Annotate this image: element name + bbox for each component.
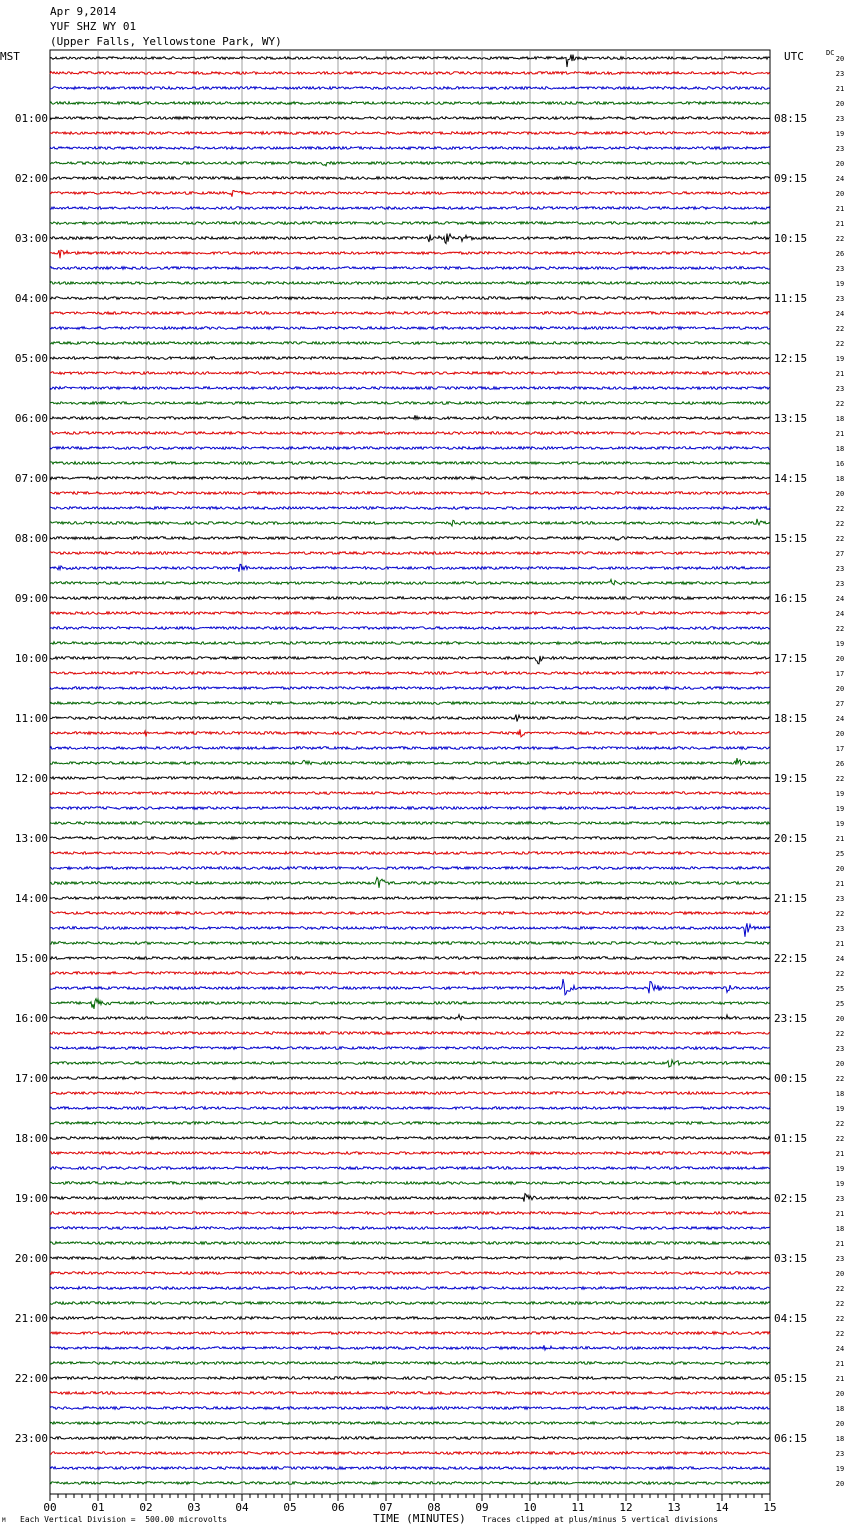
x-tick-label: 14 [715, 1501, 729, 1514]
dc-offset-value: 22 [835, 505, 845, 513]
utc-hour-label: 01:15 [774, 1132, 808, 1145]
trace-line [50, 702, 770, 705]
mst-hour-label: 18:00 [14, 1132, 48, 1145]
dc-offset-value: 22 [835, 1075, 845, 1083]
dc-offset-value: 18 [835, 445, 845, 453]
trace-line [50, 357, 770, 360]
trace-line [50, 792, 770, 795]
dc-offset-value: 20 [835, 100, 845, 108]
dc-offset-value: 20 [835, 1420, 845, 1428]
trace-line [50, 402, 770, 405]
x-tick-label: 02 [139, 1501, 153, 1514]
trace-line [50, 507, 770, 510]
utc-hour-label: 15:15 [774, 532, 808, 545]
dc-offset-value: 22 [835, 235, 845, 243]
trace-line [50, 1407, 770, 1410]
dc-offset-value: 21 [835, 1210, 845, 1218]
trace-line [50, 1362, 770, 1365]
trace-line [50, 342, 770, 345]
mst-hour-label: 08:00 [14, 532, 48, 545]
local-timezone-label: MST [0, 50, 20, 63]
trace-line [50, 432, 770, 435]
trace-line [50, 387, 770, 390]
dc-offset-value: 23 [835, 265, 845, 273]
dc-offset-value: 22 [835, 775, 845, 783]
trace-line [50, 1422, 770, 1425]
mst-hour-label: 16:00 [14, 1012, 48, 1025]
dc-offset-value: 19 [835, 355, 845, 363]
dc-offset-value: 21 [835, 940, 845, 948]
dc-offset-value: 21 [835, 1360, 845, 1368]
dc-offset-value: 23 [835, 115, 845, 123]
station-code: YUF SHZ WY 01 [50, 20, 137, 33]
trace-line [50, 1122, 770, 1125]
vertical-division-note: Each Vertical Division = 500.00 microvolts [20, 1515, 228, 1524]
dc-offset-value: 22 [835, 400, 845, 408]
utc-hour-label: 03:15 [774, 1252, 808, 1265]
trace-line [50, 597, 770, 600]
trace-line [50, 729, 770, 737]
mst-hour-label: 20:00 [14, 1252, 48, 1265]
dc-offset-value: 21 [835, 1150, 845, 1158]
x-tick-label: 06 [331, 1501, 345, 1514]
trace-line [50, 207, 770, 210]
dc-offset-value: 23 [835, 295, 845, 303]
dc-offset-value: 21 [835, 220, 845, 228]
trace-line [50, 1317, 770, 1320]
trace-line [50, 972, 770, 975]
mst-hour-label: 12:00 [14, 772, 48, 785]
dc-offset-value: 22 [835, 1120, 845, 1128]
trace-line [50, 282, 770, 285]
dc-offset-value: 19 [835, 130, 845, 138]
dc-offset-value: 24 [835, 310, 845, 318]
mst-hour-label: 10:00 [14, 652, 48, 665]
dc-offset-value: 23 [835, 895, 845, 903]
trace-line [50, 656, 770, 664]
dc-offset-value: 21 [835, 1375, 845, 1383]
trace-line [50, 777, 770, 780]
dc-offset-value: 27 [835, 550, 845, 558]
x-tick-label: 10 [523, 1501, 537, 1514]
dc-offset-value: 20 [835, 490, 845, 498]
mst-hour-label: 02:00 [14, 172, 48, 185]
dc-offset-value: 19 [835, 805, 845, 813]
trace-line [50, 837, 770, 840]
dc-offset-value: 24 [835, 955, 845, 963]
trace-line [50, 852, 770, 855]
utc-hour-label: 18:15 [774, 712, 808, 725]
trace-line [50, 117, 770, 120]
x-tick-label: 09 [475, 1501, 489, 1514]
dc-offset-value: 19 [835, 280, 845, 288]
x-tick-label: 11 [571, 1501, 585, 1514]
dc-offset-value: 23 [835, 385, 845, 393]
trace-line [50, 462, 770, 465]
x-tick-label: 15 [763, 1501, 777, 1514]
trace-line [50, 1137, 770, 1140]
dc-offset-value: 23 [835, 1255, 845, 1263]
trace-line [50, 87, 770, 90]
trace-line [50, 1047, 770, 1050]
dc-offset-value: 24 [835, 1345, 845, 1353]
x-tick-label: 03 [187, 1501, 201, 1514]
dc-offset-value: 25 [835, 1000, 845, 1008]
dc-offset-value: 19 [835, 640, 845, 648]
utc-hour-label: 23:15 [774, 1012, 808, 1025]
dc-offset-value: 19 [835, 1465, 845, 1473]
utc-hour-label: 12:15 [774, 352, 808, 365]
dc-offset-value: 23 [835, 925, 845, 933]
utc-hour-label: 08:15 [774, 112, 808, 125]
mst-hour-label: 13:00 [14, 832, 48, 845]
trace-line [50, 447, 770, 450]
mst-hour-label: 05:00 [14, 352, 48, 365]
trace-line [50, 747, 770, 750]
dc-offset-value: 18 [835, 1405, 845, 1413]
trace-line [50, 687, 770, 690]
utc-hour-label: 10:15 [774, 232, 808, 245]
trace-line [50, 222, 770, 225]
mst-hour-label: 23:00 [14, 1432, 48, 1445]
mst-hour-label: 15:00 [14, 952, 48, 965]
mst-hour-label: 03:00 [14, 232, 48, 245]
dc-offset-value: 21 [835, 880, 845, 888]
trace-line [50, 715, 770, 722]
trace-line [50, 72, 770, 75]
utc-hour-label: 09:15 [774, 172, 808, 185]
trace-line [50, 312, 770, 315]
trace-line [50, 55, 770, 67]
trace-line [50, 1302, 770, 1305]
trace-line [50, 1482, 770, 1485]
dc-offset-value: 27 [835, 700, 845, 708]
dc-offset-value: 26 [835, 760, 845, 768]
trace-line [50, 162, 770, 166]
mst-hour-label: 04:00 [14, 292, 48, 305]
trace-line [50, 415, 770, 419]
dc-offset-value: 23 [835, 145, 845, 153]
trace-line [50, 132, 770, 135]
dc-offset-value: 20 [835, 1480, 845, 1488]
dc-offset-value: 21 [835, 370, 845, 378]
mst-hour-label: 11:00 [14, 712, 48, 725]
trace-line [50, 627, 770, 630]
trace-line [50, 492, 770, 495]
dc-offset-value: 22 [835, 520, 845, 528]
trace-line [50, 942, 770, 945]
utc-hour-label: 05:15 [774, 1372, 808, 1385]
utc-timezone-label: UTC [784, 50, 804, 63]
trace-line [50, 250, 770, 258]
dc-offset-value: 21 [835, 85, 845, 93]
utc-hour-label: 20:15 [774, 832, 808, 845]
trace-line [50, 372, 770, 375]
trace-line [50, 1092, 770, 1095]
mst-hour-label: 21:00 [14, 1312, 48, 1325]
trace-line [50, 912, 770, 915]
trace-line [50, 1392, 770, 1395]
mst-hour-label: 14:00 [14, 892, 48, 905]
corner-mark: M [2, 1517, 6, 1524]
x-tick-label: 00 [43, 1501, 57, 1514]
trace-line [50, 234, 770, 244]
dc-offset-value: 22 [835, 625, 845, 633]
dc-offset-value: 21 [835, 835, 845, 843]
mst-hour-label: 07:00 [14, 472, 48, 485]
trace-line [50, 297, 770, 300]
trace-line [50, 999, 770, 1009]
dc-offset-value: 24 [835, 175, 845, 183]
dc-offset-value: 24 [835, 610, 845, 618]
trace-line [50, 1272, 770, 1275]
trace-line [50, 957, 770, 960]
trace-line [50, 102, 770, 105]
trace-line [50, 147, 770, 150]
trace-line [50, 580, 770, 585]
mst-hour-label: 17:00 [14, 1072, 48, 1085]
trace-line [50, 537, 770, 541]
dc-offset-value: 24 [835, 595, 845, 603]
trace-line [50, 822, 770, 825]
trace-line [50, 897, 770, 900]
utc-hour-label: 17:15 [774, 652, 808, 665]
trace-line [50, 612, 770, 615]
trace-line [50, 177, 770, 180]
utc-hour-label: 13:15 [774, 412, 808, 425]
utc-hour-label: 04:15 [774, 1312, 808, 1325]
utc-hour-label: 02:15 [774, 1192, 808, 1205]
dc-offset-value: 19 [835, 820, 845, 828]
dc-offset-value: 17 [835, 670, 845, 678]
dc-offset-value: 21 [835, 430, 845, 438]
dc-offset-value: 19 [835, 1105, 845, 1113]
dc-offset-value: 20 [835, 55, 845, 63]
dc-offset-value: 23 [835, 70, 845, 78]
dc-offset-value: 22 [835, 1030, 845, 1038]
dc-offset-value: 22 [835, 1285, 845, 1293]
dc-offset-value: 19 [835, 1180, 845, 1188]
x-tick-label: 01 [91, 1501, 105, 1514]
dc-offset-value: 19 [835, 1165, 845, 1173]
dc-offset-value: 25 [835, 850, 845, 858]
x-axis-title: TIME (MINUTES) [373, 1512, 466, 1525]
dc-offset-value: 17 [835, 745, 845, 753]
utc-hour-label: 06:15 [774, 1432, 808, 1445]
dc-offset-value: 22 [835, 970, 845, 978]
dc-offset-value: 22 [835, 535, 845, 543]
trace-line [50, 1182, 770, 1185]
trace-line [50, 807, 770, 810]
trace-line [50, 267, 770, 270]
dc-offset-value: 18 [835, 1225, 845, 1233]
utc-hour-label: 14:15 [774, 472, 808, 485]
dc-offset-value: 20 [835, 160, 845, 168]
x-tick-label: 04 [235, 1501, 249, 1514]
trace-line [50, 1167, 770, 1170]
trace-line [50, 1467, 770, 1470]
dc-offset-value: 20 [835, 865, 845, 873]
dc-offset-value: 21 [835, 205, 845, 213]
trace-line [50, 1032, 770, 1035]
trace-line [50, 1345, 770, 1350]
trace-line [50, 1077, 770, 1080]
dc-offset-value: 22 [835, 340, 845, 348]
plot-date: Apr 9,2014 [50, 5, 117, 18]
trace-line [50, 877, 770, 887]
dc-offset-value: 20 [835, 1390, 845, 1398]
dc-offset-value: 23 [835, 1195, 845, 1203]
dc-offset-value: 20 [835, 1015, 845, 1023]
dc-offset-value: 21 [835, 1240, 845, 1248]
utc-hour-label: 00:15 [774, 1072, 808, 1085]
trace-line [50, 642, 770, 645]
trace-line [50, 191, 770, 197]
station-location: (Upper Falls, Yellowstone Park, WY) [50, 35, 282, 48]
trace-line [50, 1152, 770, 1155]
utc-hour-label: 16:15 [774, 592, 808, 605]
trace-line [50, 1107, 770, 1110]
trace-line [50, 1242, 770, 1245]
dc-offset-value: 22 [835, 1315, 845, 1323]
trace-line [50, 1257, 770, 1260]
mst-hour-label: 19:00 [14, 1192, 48, 1205]
dc-offset-value: 24 [835, 715, 845, 723]
dc-offset-value: 20 [835, 655, 845, 663]
trace-line [50, 979, 770, 995]
dc-offset-value: 20 [835, 1270, 845, 1278]
dc-offset-value: 18 [835, 1435, 845, 1443]
dc-offset-value: 22 [835, 910, 845, 918]
dc-offset-value: 22 [835, 1135, 845, 1143]
mst-hour-label: 06:00 [14, 412, 48, 425]
trace-line [50, 477, 770, 480]
dc-offset-value: 18 [835, 415, 845, 423]
utc-hour-label: 11:15 [774, 292, 808, 305]
dc-offset-value: 20 [835, 190, 845, 198]
trace-line [50, 1437, 770, 1440]
trace-line [50, 1212, 770, 1215]
mst-hour-label: 22:00 [14, 1372, 48, 1385]
trace-line [50, 327, 770, 330]
mst-hour-label: 09:00 [14, 592, 48, 605]
trace-line [50, 1060, 770, 1067]
dc-offset-value: 20 [835, 1060, 845, 1068]
dc-offset-value: 22 [835, 1300, 845, 1308]
dc-offset-value: 18 [835, 1090, 845, 1098]
trace-line [50, 923, 770, 937]
dc-offset-value: 20 [835, 685, 845, 693]
dc-offset-value: 23 [835, 580, 845, 588]
x-tick-label: 13 [667, 1501, 681, 1514]
mst-hour-label: 01:00 [14, 112, 48, 125]
dc-offset-value: 22 [835, 325, 845, 333]
dc-offset-value: 23 [835, 1045, 845, 1053]
trace-line [50, 564, 770, 572]
dc-offset-value: 23 [835, 1450, 845, 1458]
x-tick-label: 12 [619, 1501, 633, 1514]
trace-line [50, 1015, 770, 1020]
trace-line [50, 1227, 770, 1230]
dc-offset-value: 20 [835, 730, 845, 738]
utc-hour-label: 21:15 [774, 892, 808, 905]
dc-offset-value: 18 [835, 475, 845, 483]
trace-line [50, 552, 770, 555]
trace-line [50, 1287, 770, 1290]
dc-offset-header: DC [826, 49, 835, 57]
trace-line [50, 672, 770, 675]
utc-hour-label: 19:15 [774, 772, 808, 785]
x-tick-label: 07 [379, 1501, 393, 1514]
x-tick-label: 05 [283, 1501, 297, 1514]
trace-line [50, 1194, 770, 1202]
clip-note: Traces clipped at plus/minus 5 vertical divisions [482, 1515, 719, 1524]
x-tick-label: 08 [427, 1501, 441, 1514]
dc-offset-value: 22 [835, 1330, 845, 1338]
dc-offset-value: 16 [835, 460, 845, 468]
utc-hour-label: 22:15 [774, 952, 808, 965]
trace-line [50, 1332, 770, 1335]
trace-line [50, 867, 770, 870]
dc-offset-value: 19 [835, 790, 845, 798]
trace-line [50, 758, 770, 765]
trace-line [50, 1377, 770, 1380]
dc-offset-value: 25 [835, 985, 845, 993]
trace-line [50, 1452, 770, 1455]
dc-offset-value: 26 [835, 250, 845, 258]
dc-offset-value: 23 [835, 565, 845, 573]
trace-line [50, 519, 770, 526]
